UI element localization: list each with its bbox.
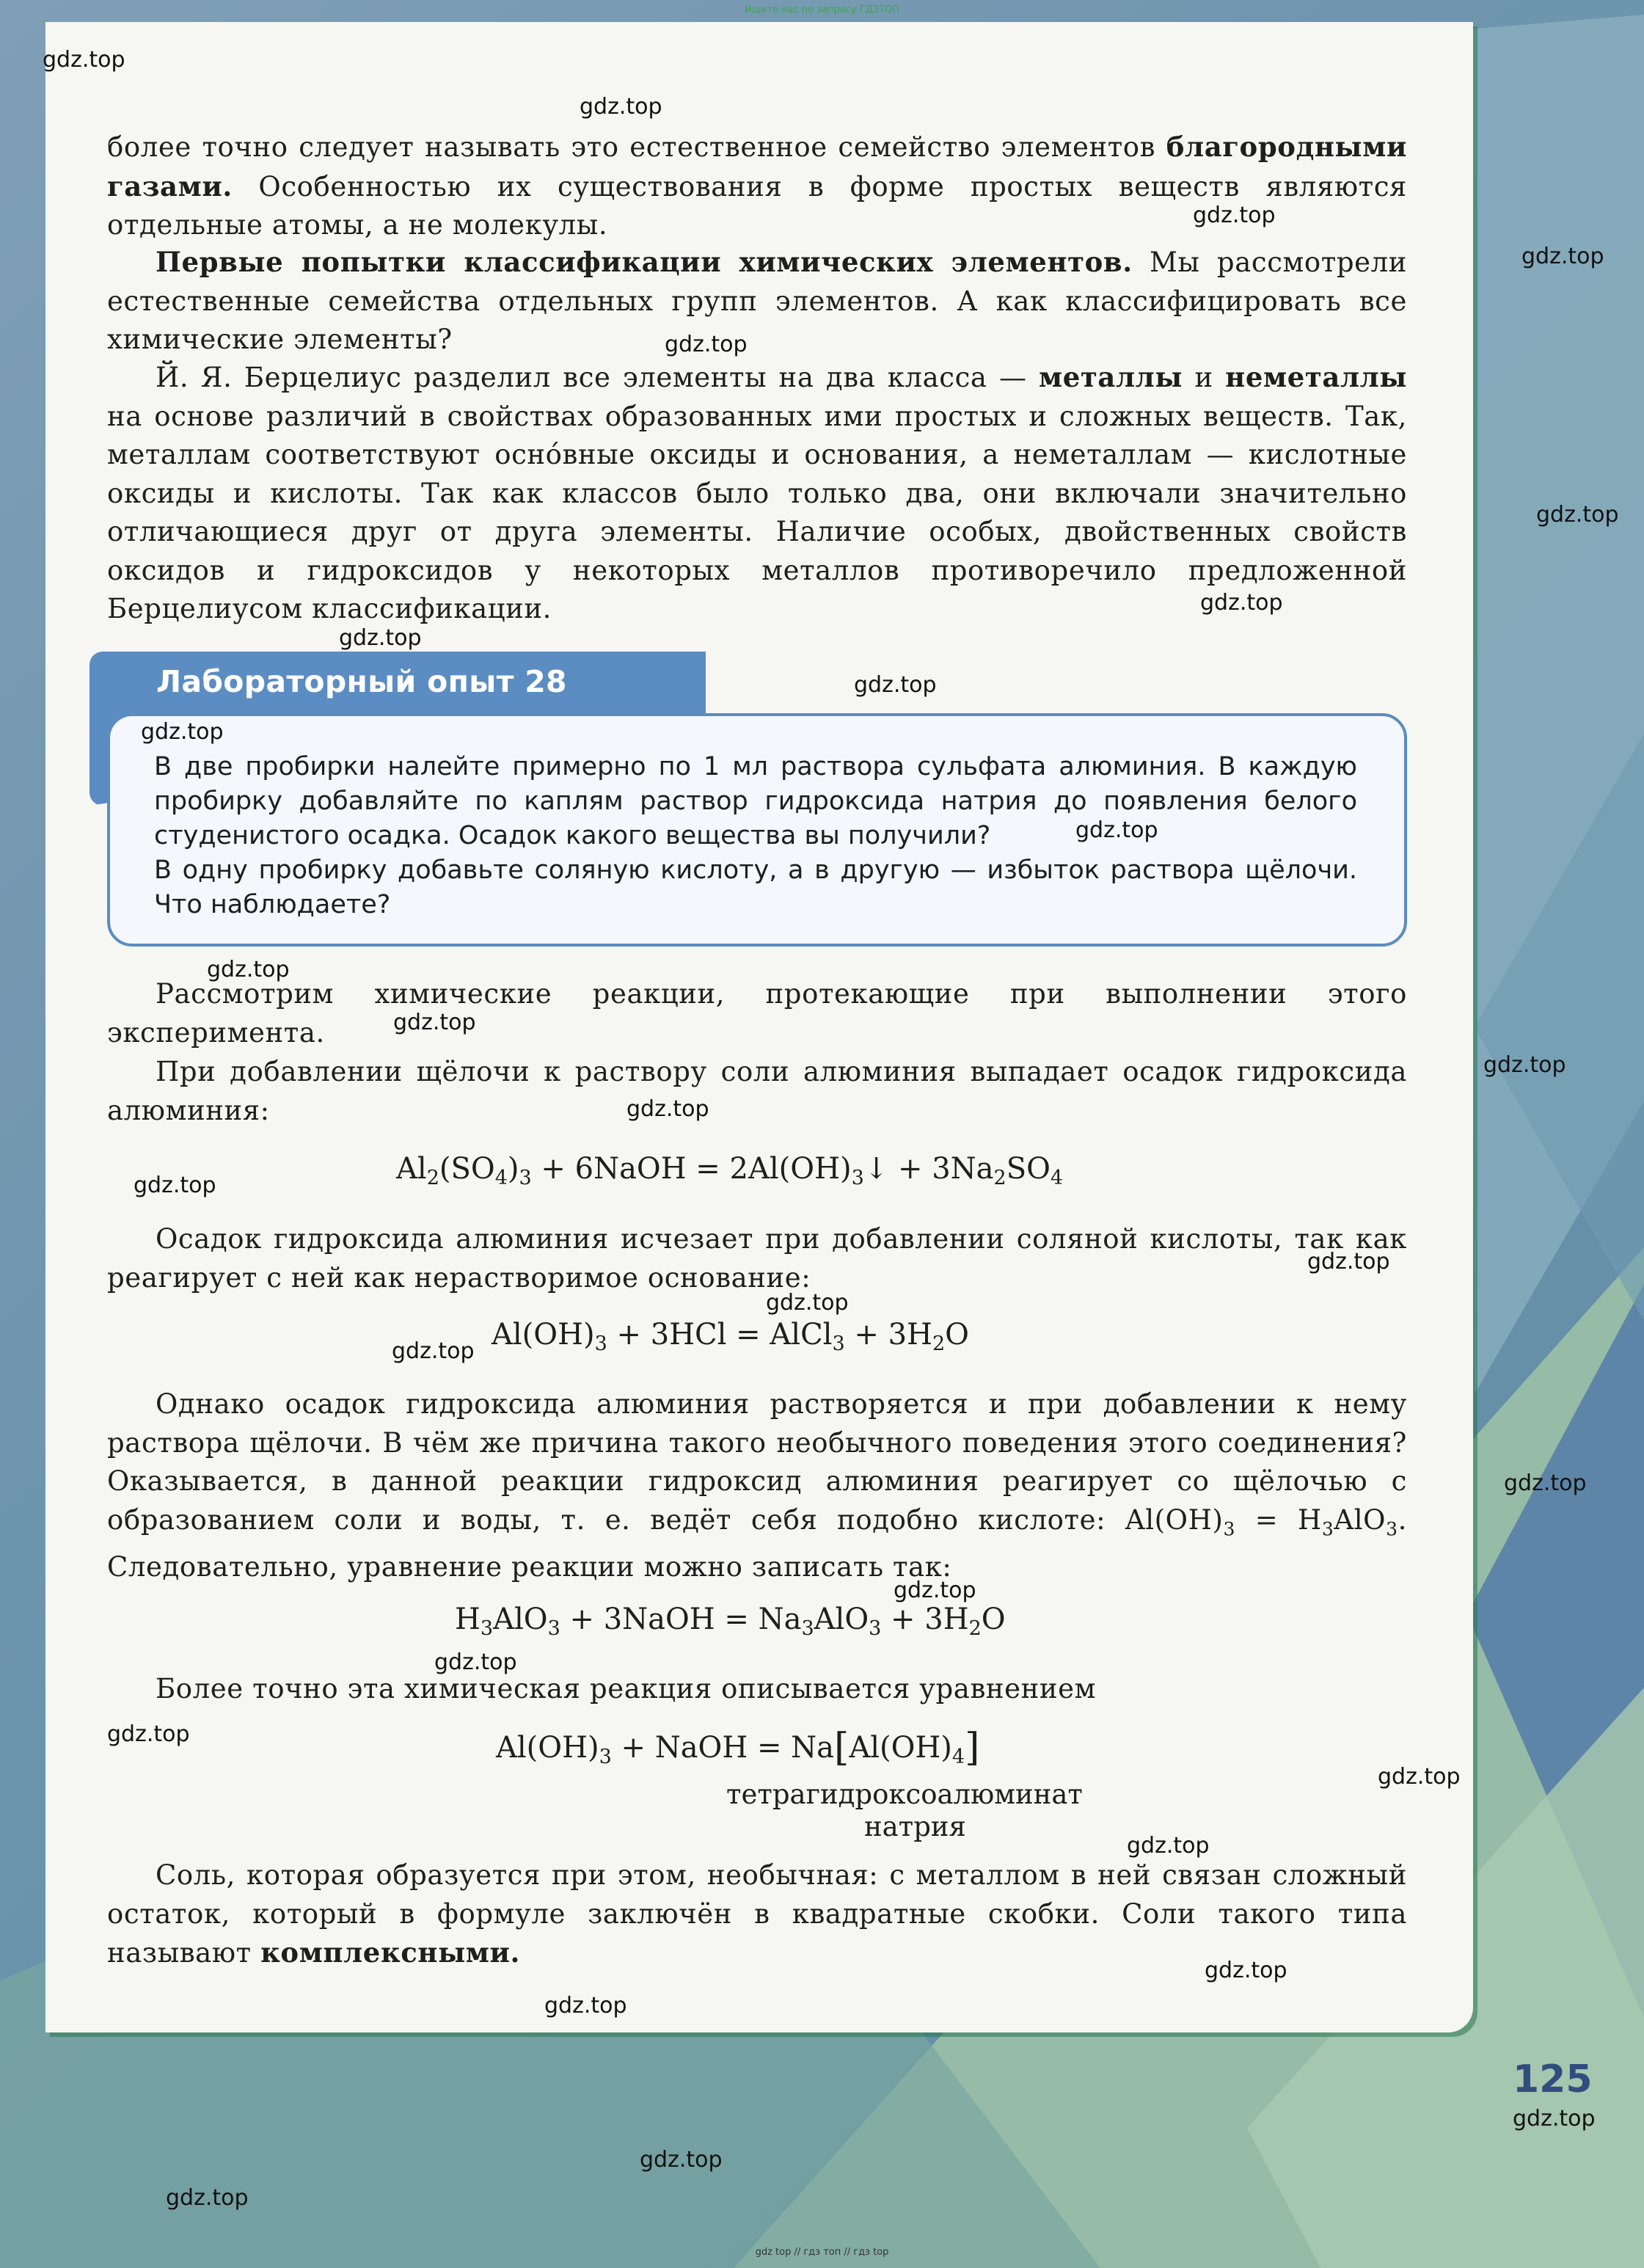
watermark: gdz.top [393, 1010, 476, 1035]
equation-1: $Al_2(SO_4)_3$ + 6NaOH = $2Al(OH)_3↓ + 3Na_2SO_4$ [396, 1152, 1064, 1189]
watermark: gdz.top [640, 2147, 723, 2173]
lab-instruction-2: В одну пробирку добавьте соляную кислоту, а в другую — избыток раствора щёлочи. Что наблюдаете? [154, 856, 1357, 919]
text-span: Однако осадок гидроксида алюминия растворяется и при добавлении к нему раствора щёлочи. В чём же причина такого необычного поведения этого соединения? Оказывается, в данной реакции гидроксид алюминия реагирует со щёлочью с образованием соли и воды, т. е. ведёт себя подобно кислоте: [107, 1388, 1407, 1536]
bottom-banner: gdz top // гдз топ // гдз top [755, 2247, 889, 2258]
bold-term: неметаллы [1225, 361, 1408, 393]
text-span: Соль, которая образуется при этом, необычная: с металлом в ней связан сложный остаток, который в формуле заключён в квадратные скобки. Соли такого типа называют [107, 1859, 1407, 1969]
watermark: gdz.top [580, 94, 662, 120]
watermark: gdz.top [854, 672, 937, 698]
text-span: Осадок гидроксида алюминия исчезает при добавлении соляной кислоты, так как реагирует с ней как нерастворимое основание: [107, 1223, 1407, 1294]
text-span: . Следовательно, уравнение реакции можно записать так: [107, 1503, 1407, 1583]
text-span: Более точно эта химическая реакция описывается уравнением [156, 1673, 1097, 1704]
watermark: gdz.top [1483, 1052, 1566, 1078]
bold-term: благородными газами. [107, 131, 1407, 203]
text-span: более точно следует называть это естественное семейство элементов [107, 131, 1166, 163]
equation-4: $Al(OH)_3$ + NaOH = $Na[Al(OH)_4]$ [496, 1726, 980, 1770]
watermark: gdz.top [166, 2185, 249, 2211]
watermark: gdz.top [665, 332, 748, 357]
text-span: При добавлении щёлочи к раствору соли алюминия выпадает осадок гидроксида алюминия: [107, 1056, 1407, 1126]
watermark: gdz.top [1075, 817, 1158, 843]
watermark: gdz.top [1193, 203, 1276, 228]
watermark: gdz.top [1200, 590, 1283, 616]
watermark: gdz.top [1307, 1249, 1390, 1275]
watermark: gdz.top [1513, 2106, 1596, 2132]
bold-term: металлы [1038, 361, 1183, 393]
equation-3: $H_3AlO_3$ + 3NaOH = $Na_3AlO_3 + 3H_2O$ [455, 1602, 1006, 1640]
complex-name-line1: тетрагидроксоалюминат [726, 1779, 1083, 1810]
bold-term: комплексными. [260, 1936, 521, 1969]
watermark: gdz.top [766, 1290, 849, 1316]
lab-instruction-1: В две пробирки налейте примерно по 1 мл раствора сульфата алюминия. В каждую пробирку добавляйте по каплям раствор гидроксида натрия до появления белого студенистого осадка. Осадок какого вещества вы получили? [154, 752, 1357, 850]
watermark: gdz.top [1378, 1764, 1461, 1790]
watermark: gdz.top [434, 1649, 517, 1675]
watermark: gdz.top [1205, 1958, 1287, 1983]
watermark: gdz.top [134, 1173, 216, 1198]
paragraph-berzelius [107, 358, 1407, 629]
watermark: gdz.top [894, 1578, 976, 1603]
watermark: gdz.top [392, 1338, 475, 1364]
paragraph-more-precise [107, 1670, 1407, 1709]
watermark: gdz.top [207, 957, 290, 982]
watermark: gdz.top [141, 719, 224, 745]
text-span: Особенностью их существования в форме простых веществ являются отдельные атомы, а не молекулы. [107, 170, 1407, 241]
watermark: gdz.top [626, 1096, 709, 1122]
paragraph-acid-reaction [107, 1220, 1407, 1297]
text-span: Мы рассмотрели естественные семейства отдельных групп элементов. А как классифицировать все химические элементы? [107, 247, 1407, 355]
paragraph-consider-reactions [107, 975, 1407, 1052]
watermark: gdz.top [43, 47, 125, 73]
paragraph-alkali-addition [107, 1053, 1407, 1130]
paragraph-first-attempts [107, 243, 1407, 360]
text-span: Й. Я. Берцелиус разделил все элементы на два класса — [156, 362, 1039, 393]
paragraph-complex-salts [107, 1856, 1407, 1973]
text-span: Рассмотрим химические реакции, протекающие при выполнении этого эксперимента. [107, 978, 1407, 1049]
watermark: gdz.top [1504, 1470, 1587, 1496]
section-heading: Первые попытки классификации химических элементов. [156, 246, 1133, 278]
text-span: и [1183, 362, 1226, 393]
complex-name-line2: натрия [864, 1811, 966, 1842]
watermark: gdz.top [339, 625, 422, 651]
watermark: gdz.top [1127, 1833, 1210, 1859]
text-span: на основе различий в свойствах образованных ими простых и сложных веществ. Так, металлам соответствуют осно́вные оксиды и основания, а неметаллам — кислотные оксиды и кислоты. Так как классов было только два, они включали значительно отличающиеся друг от друга элементы. Наличие особых, двойственных свойств оксидов и гидроксидов у некоторых металлов противоречило предложенной Берцелиусом классификации. [107, 400, 1407, 624]
top-banner: Ищите нас по запросу ГДЗТОП [744, 4, 900, 15]
watermark: gdz.top [1536, 502, 1619, 528]
watermark: gdz.top [107, 1721, 190, 1747]
watermark: gdz.top [544, 1993, 627, 2019]
lab-title: Лабораторный опыт 28 [156, 664, 567, 699]
paragraph-amphoteric: Однако осадок гидроксида алюминия растворяется и при добавлении к нему раствора щёлочи. В чём же причина такого необычного поведения этого соединения? Оказывается, в данной реакции гидроксид алюминия реагирует со щёлочью с образованием соли и воды, т. е. ведёт себя подобно кислоте: $Al(OH)_3 = H_3AlO_3$. Следовательно, уравнение реакции можно записать так: [107, 1388, 1407, 1583]
page-number: 125 [1513, 2057, 1593, 2101]
equation-2: $Al(OH)_3 + 3HCl$ = AlCl$_3$ + $3H_2O$ [492, 1318, 969, 1355]
watermark: gdz.top [1521, 244, 1604, 269]
